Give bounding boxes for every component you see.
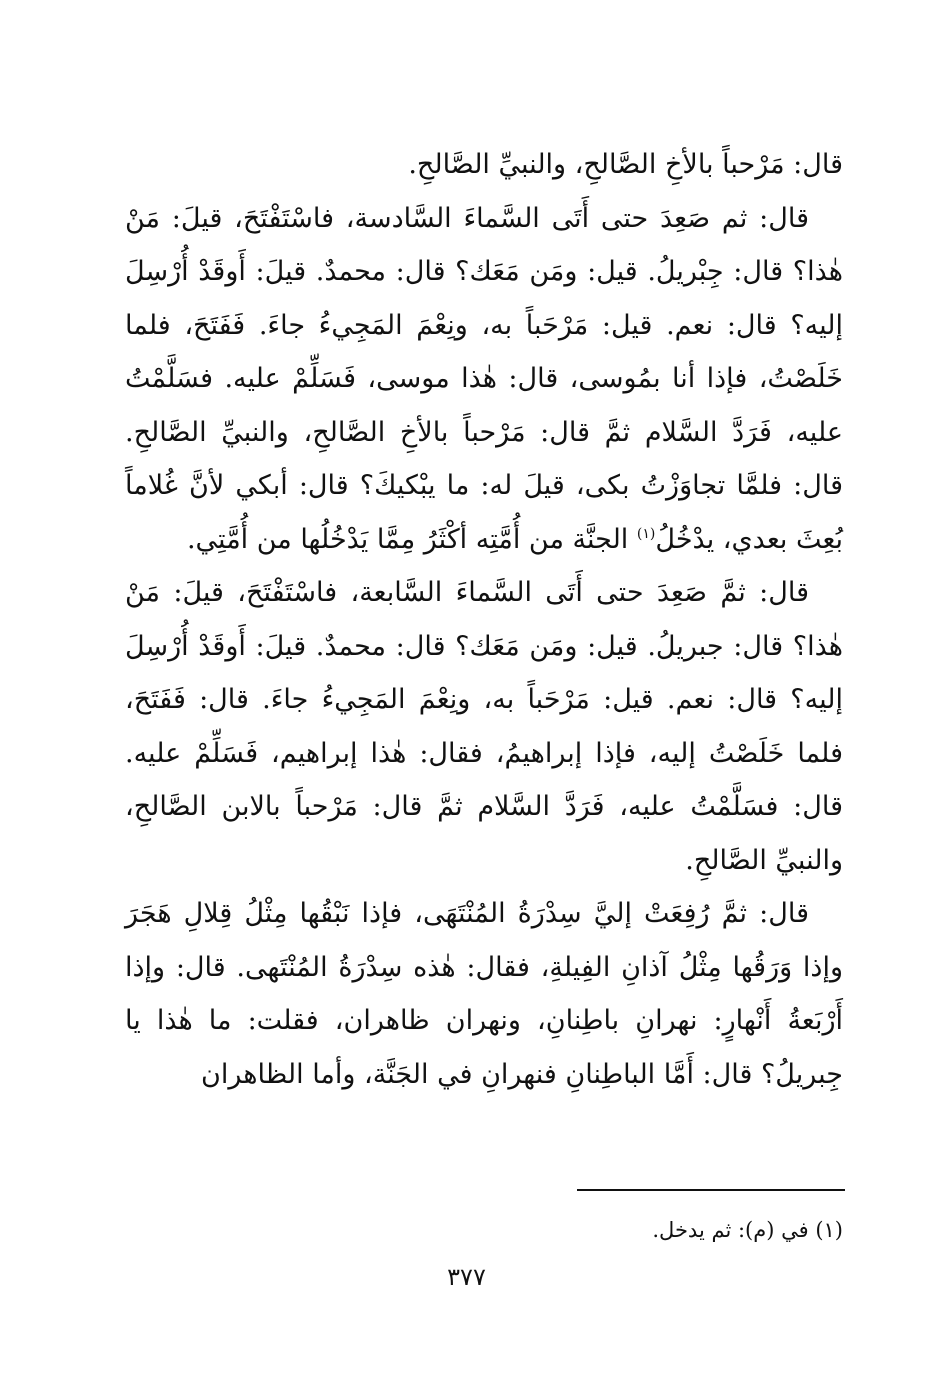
main-text xyxy=(125,138,843,1101)
paragraph: قال: ثمَّ رُفِعَتْ إليَّ سِدْرَةُ المُنْتَهَى، فإذا نَبْقُها مِثْلُ قِلالِ هَجَرَ وإذا وَرَقُها مِثْلُ آذانِ الفِيلةِ، فقال: هٰذه سِدْرَةُ المُنْتَهى. قال: وإذا أَرْبَعةُ أَنْهارٍ: نهرانِ باطِنانِ، ونهران ظاهران، فقلت: ما هٰذا يا جِبريلُ؟ قال: أَمَّا الباطِنانِ فنهرانِ في الجَنَّة، وأما الظاهران xyxy=(125,898,843,1090)
paragraph-text: قال: ثم صَعِدَ حتى أَتَى السَّماءَ السَّادسة، فاسْتَفْتَحَ، قيلَ: مَنْ هٰذا؟ قال: جِبْريلُ. قيل: ومَن مَعَك؟ قال: محمدٌ. قيلَ: أَوقَدْ أُرْسِلَ إليه؟ قال: نعم. قيل: مَرْحَباً به، ونِعْمَ المَجِيءُ جاءَ. فَفَتَحَ، فلما خَلَصْتُ، فإذا أنا بمُوسى، قال: هٰذا موسى، فَسَلِّمْ عليه. فسَلَّمْتُ عليه، فَرَدَّ السَّلام ثمَّ قال: مَرْحباً بالأخِ الصَّالحِ، والنبيِّ الصَّالحِ. قال: فلمَّا تجاوَزْتُ بكى، قيلَ له: ما يبْكيكَ؟ قال: أبكي لأنَّ غُلاماً بُعِثَ بعدي، يدْخُلُ xyxy=(125,202,843,555)
footnote-marker: (١) xyxy=(636,525,656,542)
paragraph: قال: مَرْحباً بالأخِ الصَّالحِ، والنبيِّ الصَّالحِ. xyxy=(408,149,843,180)
footnote-divider xyxy=(577,1189,845,1191)
footnote: (١) في (م): ثم يدخل. xyxy=(652,1218,843,1242)
paragraph xyxy=(125,192,843,567)
page-number: ٣٧٧ xyxy=(447,1263,486,1291)
paragraph: قال: ثمَّ صَعِدَ حتى أَتَى السَّماءَ السَّابعة، فاسْتَفْتَحَ، قيلَ: مَنْ هٰذا؟ قال: جبريلُ. قيل: ومَن مَعَك؟ قال: محمدٌ. قيلَ: أَوقَدْ أُرْسِلَ إليه؟ قال: نعم. قيل: مَرْحَباً به، ونِعْمَ المَجِيءُ جاءَ. قال: فَفَتَحَ، فلما خَلَصْتُ إليه، فإذا إبراهيمُ، فقال: هٰذا إبراهيم، فَسَلِّمْ عليه. قال: فسَلَّمْتُ عليه، فَرَدَّ السَّلام ثمَّ قال: مَرْحباً بالابن الصَّالحِ، والنبيِّ الصَّالحِ. xyxy=(125,577,843,876)
paragraph-text-continued: الجنَّة من أُمَّتِه أكْثَرُ مِمَّا يَدْخُلُها من أُمَّتِي. xyxy=(186,523,629,555)
